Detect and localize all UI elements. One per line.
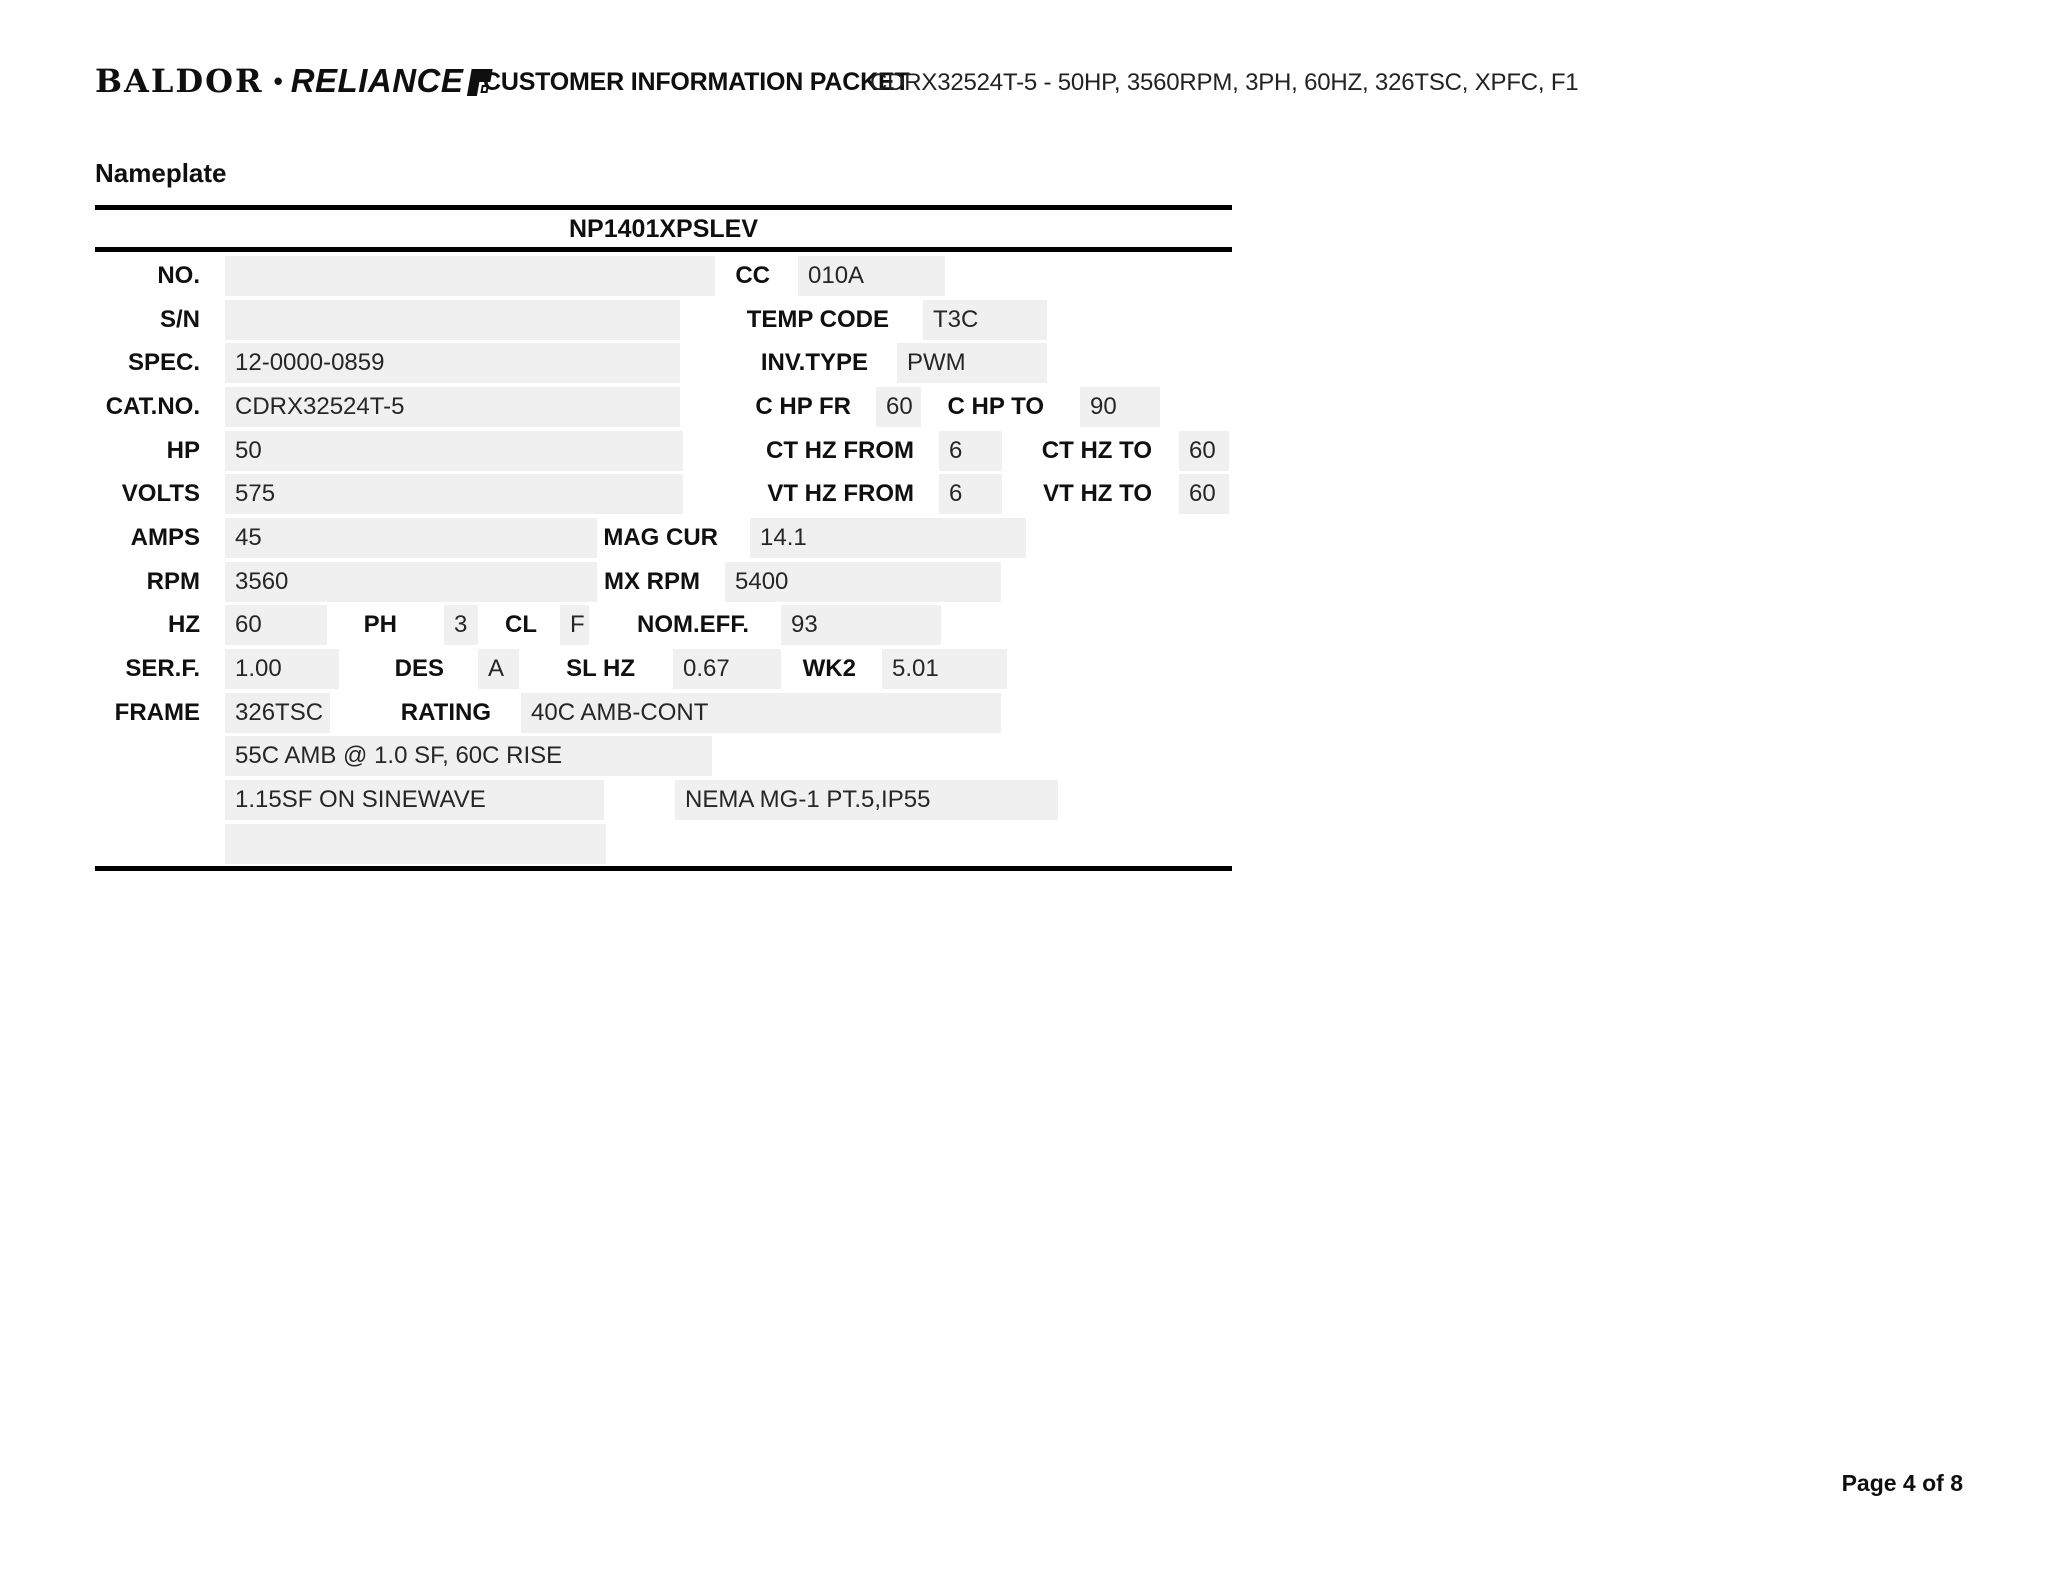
field-vt-hz-from: 6 bbox=[939, 474, 1002, 514]
field-frame: 326TSC bbox=[225, 693, 330, 733]
field-note-ambient: 55C AMB @ 1.0 SF, 60C RISE bbox=[225, 736, 712, 776]
row-label-cc: CC bbox=[735, 262, 770, 289]
row-label-hz: HZ bbox=[168, 611, 200, 638]
field-mag-cur: 14.1 bbox=[750, 518, 1026, 558]
field-cl: F bbox=[560, 605, 589, 645]
field-note-sinewave: 1.15SF ON SINEWAVE bbox=[225, 780, 604, 820]
field-wk2: 5.01 bbox=[882, 649, 1007, 689]
field-amps: 45 bbox=[225, 518, 597, 558]
field-volts: 575 bbox=[225, 474, 683, 514]
row-label-spec: SPEC. bbox=[127, 349, 200, 376]
field-hz: 60 bbox=[225, 605, 327, 645]
field-hp: 50 bbox=[225, 431, 683, 471]
field-rpm: 3560 bbox=[225, 562, 597, 602]
row-label-ct-hz-to: CT HZ TO bbox=[1041, 437, 1152, 464]
row-label-vt-hz-from: VT HZ FROM bbox=[767, 480, 914, 507]
field-cc: 010A bbox=[798, 256, 945, 296]
row-label-des: DES bbox=[394, 655, 444, 682]
row-label-nom-eff: NOM.EFF. bbox=[637, 611, 749, 638]
section-title-nameplate: Nameplate bbox=[95, 158, 227, 188]
baldor-reliance-logo bbox=[95, 62, 494, 100]
row-label-mag-cur: MAG CUR bbox=[603, 524, 718, 551]
row-label-mx-rpm: MX RPM bbox=[604, 568, 700, 595]
field-mx-rpm: 5400 bbox=[725, 562, 1001, 602]
table-rule-bottom bbox=[95, 866, 1232, 871]
row-label-ct-hz-from: CT HZ FROM bbox=[766, 437, 914, 464]
row-label-rpm: RPM bbox=[146, 568, 200, 595]
logo-baldor-wordmark: BALDOR bbox=[95, 62, 264, 100]
field-spec: 12-0000-0859 bbox=[225, 343, 680, 383]
row-label-temp-code: TEMP CODE bbox=[746, 306, 889, 333]
field-cat-no: CDRX32524T-5 bbox=[225, 387, 680, 427]
field-sn bbox=[225, 300, 680, 340]
row-label-no: NO. bbox=[157, 262, 200, 289]
row-label-amps: AMPS bbox=[130, 524, 200, 551]
row-label-volts: VOLTS bbox=[121, 480, 200, 507]
document-title: CUSTOMER INFORMATION PACKET bbox=[483, 68, 910, 96]
row-label-c-hp-to: C HP TO bbox=[947, 393, 1044, 420]
field-no bbox=[225, 256, 715, 296]
field-note-empty bbox=[225, 824, 606, 864]
row-label-ser-f: SER.F. bbox=[125, 655, 200, 682]
field-note-nema: NEMA MG-1 PT.5,IP55 bbox=[675, 780, 1058, 820]
row-label-vt-hz-to: VT HZ TO bbox=[1043, 480, 1152, 507]
field-ph: 3 bbox=[444, 605, 478, 645]
table-rule-top bbox=[95, 205, 1232, 210]
field-ct-hz-to: 60 bbox=[1179, 431, 1229, 471]
field-inv-type: PWM bbox=[897, 343, 1047, 383]
row-label-c-hp-fr: C HP FR bbox=[755, 393, 851, 420]
logo-reliance-wordmark: RELIANCE bbox=[290, 62, 464, 99]
field-rating: 40C AMB-CONT bbox=[521, 693, 1001, 733]
field-nom-eff: 93 bbox=[781, 605, 941, 645]
field-ser-f: 1.00 bbox=[225, 649, 339, 689]
field-c-hp-to: 90 bbox=[1080, 387, 1160, 427]
row-label-sn: S/N bbox=[159, 306, 200, 333]
table-rule-under-title bbox=[95, 247, 1232, 252]
row-label-rating: RATING bbox=[400, 699, 491, 726]
field-temp-code: T3C bbox=[923, 300, 1047, 340]
row-label-ph: PH bbox=[363, 611, 397, 638]
logo-separator-dot: • bbox=[273, 65, 283, 96]
nameplate-table-title: NP1401XPSLEV bbox=[569, 215, 758, 243]
row-label-wk2: WK2 bbox=[802, 655, 856, 682]
row-label-sl-hz: SL HZ bbox=[566, 655, 635, 682]
row-label-frame: FRAME bbox=[114, 699, 200, 726]
field-ct-hz-from: 6 bbox=[939, 431, 1002, 471]
row-label-cl: CL bbox=[505, 611, 537, 638]
document-subtitle: CDRX32524T-5 - 50HP, 3560RPM, 3PH, 60HZ, 326TSC, XPFC, F1 bbox=[870, 69, 1579, 96]
field-sl-hz: 0.67 bbox=[673, 649, 781, 689]
row-label-inv-type: INV.TYPE bbox=[760, 349, 868, 376]
row-label-cat-no: CAT.NO. bbox=[105, 393, 200, 420]
field-des: A bbox=[478, 649, 519, 689]
page-number: Page 4 of 8 bbox=[1841, 1470, 1963, 1496]
row-label-hp: HP bbox=[166, 437, 200, 464]
field-c-hp-fr: 60 bbox=[876, 387, 921, 427]
field-vt-hz-to: 60 bbox=[1179, 474, 1229, 514]
